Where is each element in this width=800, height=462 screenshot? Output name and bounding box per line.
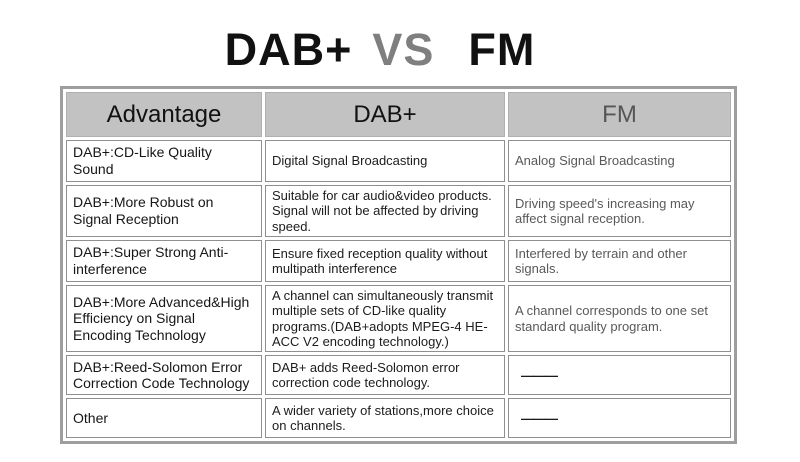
advantage-cell: DAB+:More Robust on Signal Reception: [66, 185, 262, 237]
table-row: [66, 398, 731, 438]
page-title: [0, 24, 760, 76]
table-row: [66, 140, 731, 182]
fm-dash: ———: [508, 398, 731, 438]
comparison-table: [60, 86, 737, 444]
advantage-cell: DAB+:Super Strong Anti-interference: [66, 240, 262, 282]
dab-cell: A channel can simultaneously transmit multiple sets of CD-like quality programs.(DAB+adopts MPEG-4 HE-ACC V2 encoding technology.): [265, 285, 505, 352]
table-row: [66, 355, 731, 395]
header-fm: FM: [508, 92, 731, 137]
dab-cell: A wider variety of stations,more choice on channels.: [265, 398, 505, 438]
title-fm: FM: [468, 24, 536, 75]
advantage-cell: DAB+:CD-Like Quality Sound: [66, 140, 262, 182]
dab-cell: Ensure fixed reception quality without multipath interference: [265, 240, 505, 282]
title-dab: DAB+: [224, 24, 353, 75]
table-row: [66, 240, 731, 282]
fm-cell: Driving speed's increasing may affect signal reception.: [508, 185, 731, 237]
title-vs: VS: [372, 24, 435, 75]
advantage-cell: DAB+:More Advanced&High Efficiency on Signal Encoding Technology: [66, 285, 262, 352]
fm-cell: Interfered by terrain and other signals.: [508, 240, 731, 282]
dab-cell: Suitable for car audio&video products. Signal will not be affected by driving speed.: [265, 185, 505, 237]
header-advantage: Advantage: [66, 92, 262, 137]
table-row: [66, 285, 731, 352]
dab-cell: Digital Signal Broadcasting: [265, 140, 505, 182]
header-row: [66, 92, 731, 137]
table-row: [66, 185, 731, 237]
advantage-cell: DAB+:Reed-Solomon Error Correction Code Technology: [66, 355, 262, 395]
advantage-cell: Other: [66, 398, 262, 438]
dab-cell: DAB+ adds Reed-Solomon error correction code technology.: [265, 355, 505, 395]
header-dab: DAB+: [265, 92, 505, 137]
fm-cell: A channel corresponds to one set standard quality program.: [508, 285, 731, 352]
fm-dash: ———: [508, 355, 731, 395]
fm-cell: Analog Signal Broadcasting: [508, 140, 731, 182]
